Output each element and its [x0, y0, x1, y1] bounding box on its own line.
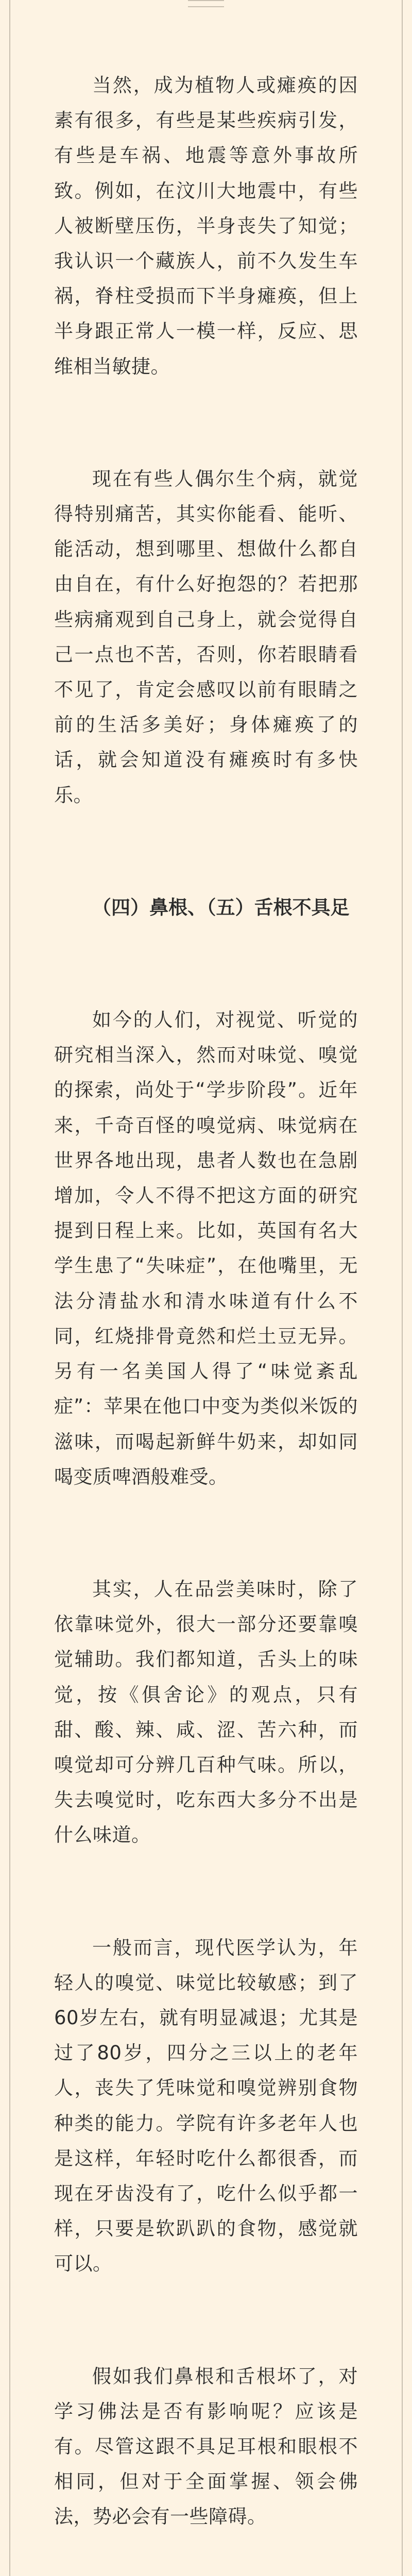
- paragraph-illness-perspective: 现在有些人偶尔生个病，就觉得特别痛苦，其实你能看、能听、能活动，想到哪里、想做什么都自由自在，有什么好抱怨的？若把那些病痛观到自己身上，就会觉得自己一点也不苦，否则，你若眼睛看不见了，肯定会感叹以前有眼睛之前的生活多美好；身体瘫痪了的话，就会知道没有瘫痪时有多快乐。: [54, 467, 358, 806]
- paragraph-aging-senses: 一般而言，现代医学认为，年轻人的嗅觉、味觉比较敏感；到了60岁左右，就有明显减退；尤其是过了80岁，四分之三以上的老年人，丧失了凭味觉和嗅觉辨别食物种类的能力。学院有许多老年人也是这样，年轻时吃什么都很香，而现在牙齿没有了，吃什么似乎都一样，只要是软趴趴的食物，感觉就可以。: [54, 1936, 358, 2275]
- paragraph-smell-taste-research: 如今的人们，对视觉、听觉的研究相当深入，然而对味觉、嗅觉的探索，尚处于“学步阶段”。近年来，千奇百怪的嗅觉病、味觉病在世界各地出现，患者人数也在急剧增加，令人不得不把这方面的研究提到日程上来。比如，英国有名大学生患了“失味症”，在他嘴里，无法分清盐水和清水味道有什么不同，红烧排骨竟然和烂土豆无异。另有一名美国人得了“味觉紊乱症”：苹果在他口中变为类似米饭的滋味，而喝起新鲜牛奶来，却如同喝变质啤酒般难受。: [54, 1009, 358, 1488]
- paragraph-causes-of-paralysis: 当然，成为植物人或瘫痪的因素有很多，有些是某些疾病引发，有些是车祸、地震等意外事故所致。例如，在汶川大地震中，有些人被断壁压伤，半身丧失了知觉；我认识一个藏族人，前不久发生车祸，脊柱受损而下半身瘫痪，但上半身跟正常人一模一样，反应、思维相当敏捷。: [54, 74, 358, 378]
- paragraph-dharma-impact: 假如我们鼻根和舌根坏了，对学习佛法是否有影响呢？应该是有。尽管这跟不具足耳根和眼根不相同，但对于全面掌握、领会佛法，势必会有一些障碍。: [54, 2365, 358, 2528]
- section-heading-nose-tongue: （四）鼻根、（五）舌根不具足: [92, 896, 350, 919]
- paragraph-taste-and-smell: 其实，人在品尝美味时，除了依靠味觉外，很大一部分还要靠嗅觉辅助。我们都知道，舌头上的味觉，按《俱舍论》的观点，只有甜、酸、辣、咸、涩、苦六种，而嗅觉却可分辨几百种气味。所以，失去嗅觉时，吃东西大多分不出是什么味道。: [54, 1578, 358, 1846]
- top-border-ornament: [188, 0, 224, 7]
- article-body: [54, 68, 358, 2576]
